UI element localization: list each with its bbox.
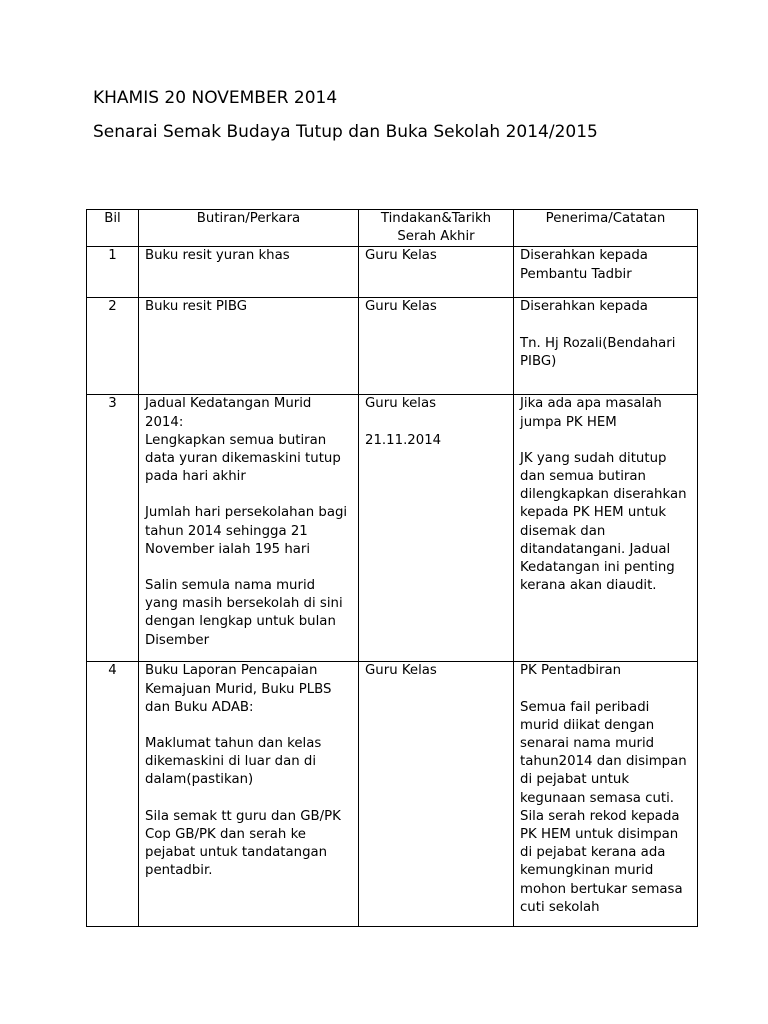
header-action: Tindakan&Tarikh Serah Akhir	[359, 210, 514, 247]
note-cell	[514, 247, 698, 298]
header-note: Penerima/Catatan	[514, 210, 698, 247]
item-text: Sila semak tt guru dan GB/PK Cop GB/PK dan serah ke pejabat untuk tandatangan pentadbir.	[145, 808, 341, 879]
note-cell	[514, 298, 698, 395]
document-date: KHAMIS 20 NOVEMBER 2014	[93, 88, 338, 108]
action-cell	[359, 247, 514, 298]
item-text: Maklumat tahun dan kelas dikemaskini di luar dan di dalam(pastikan)	[145, 736, 322, 788]
action-text: Guru kelas	[365, 396, 437, 412]
note-text: Tn. Hj Rozali(Bendahari PIBG)	[520, 335, 676, 369]
note-text: Semua fail peribadi murid diikat dengan senarai nama murid tahun2014 dan disimpan di pejabat untuk kegunaan semasa cuti. Sila serah rekod kepada PK HEM untuk disimpan di pejabat kerana ada kemungkinan murid mohon bertukar semasa cuti sekolah	[520, 699, 687, 915]
note-text: Jika ada apa masalah jumpa PK HEM	[520, 396, 662, 430]
item-text: Salin semula nama murid yang masih bersekolah di sini dengan lengkap untuk bulan Disember	[145, 578, 343, 648]
note-cell	[514, 395, 698, 662]
item-cell	[139, 298, 359, 395]
item-text: Jadual Kedatangan Murid 2014: Lengkapkan semua butiran data yuran dikemaskini tutup pada hari akhir	[145, 396, 341, 485]
note-text: PK Pentadbiran	[520, 663, 622, 679]
table-header-row	[87, 210, 698, 247]
item-cell	[139, 395, 359, 662]
row-number: 1	[87, 247, 139, 298]
item-cell	[139, 662, 359, 927]
action-text: Guru Kelas	[365, 299, 437, 315]
action-date: 21.11.2014	[365, 432, 442, 448]
table-row	[87, 298, 698, 395]
table-row	[87, 662, 698, 927]
item-text: Buku resit yuran khas	[145, 248, 290, 264]
action-text: Guru Kelas	[365, 663, 437, 679]
item-cell	[139, 247, 359, 298]
action-text: Guru Kelas	[365, 248, 437, 264]
row-number: 4	[87, 662, 139, 927]
action-cell	[359, 298, 514, 395]
item-text: Buku resit PIBG	[145, 299, 248, 315]
note-text: JK yang sudah ditutup dan semua butiran dilengkapkan diserahkan kepada PK HEM untuk disemak dan ditandatangani. Jadual Kedatangan ini penting kerana akan diaudit.	[520, 450, 687, 594]
action-cell	[359, 395, 514, 662]
checklist-table	[86, 209, 698, 927]
row-number: 3	[87, 395, 139, 662]
table-row	[87, 395, 698, 662]
item-text: Jumlah hari persekolahan bagi tahun 2014 sehingga 21 November ialah 195 hari	[145, 505, 348, 557]
note-text: Diserahkan kepada	[520, 299, 648, 315]
header-bil: Bil	[87, 210, 139, 247]
row-number: 2	[87, 298, 139, 395]
note-text: Diserahkan kepada Pembantu Tadbir	[520, 248, 648, 282]
header-item: Butiran/Perkara	[139, 210, 359, 247]
document-title: Senarai Semak Budaya Tutup dan Buka Sekolah 2014/2015	[93, 122, 598, 142]
action-cell	[359, 662, 514, 927]
table-row	[87, 247, 698, 298]
item-text: Buku Laporan Pencapaian Kemajuan Murid, Buku PLBS dan Buku ADAB:	[145, 663, 332, 715]
note-cell	[514, 662, 698, 927]
